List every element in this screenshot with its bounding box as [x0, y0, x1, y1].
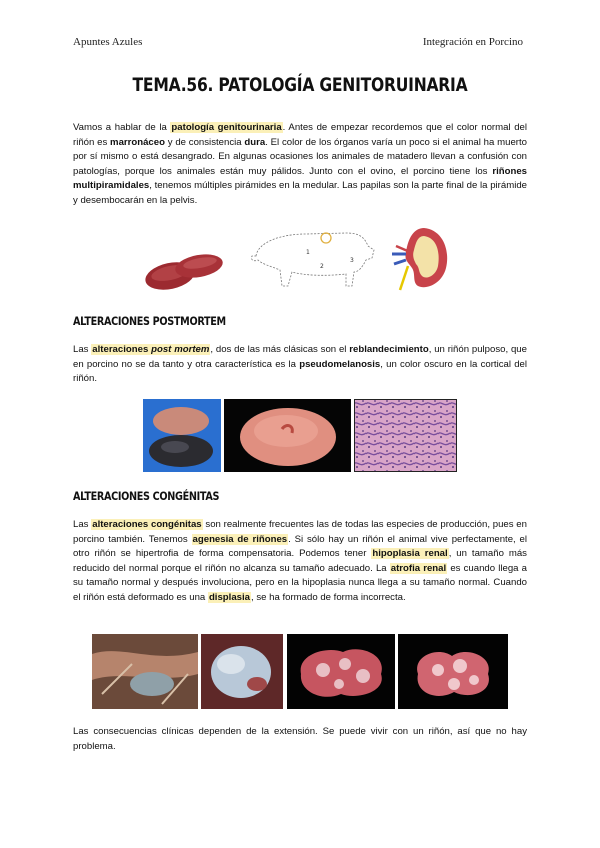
highlight-term: displasia [208, 591, 250, 603]
congenitas-paragraph: Las alteraciones congénitas son realmente frecuentes las de todas las especies de producción, pues en porcino también. Tenemos agenesia de riñones. Si sólo hay un riñón el animal vive perfectamente, el otro riñón se hipertrofia de forma compensatoria. Podemos tener hipoplasia renal, un tamaño más reducido del normal porque el riñón no alcanza su tamaño adecuado. La atrofia renal es cuando llega a su tamaño normal y después involuciona, pero en la hipoplasia nunca llega a su tamaño normal. Cuando el riñón está deformado es una displasia, se ha formado de forma incorrecta. [73, 519, 527, 603]
diagram-number: 1 [306, 249, 310, 256]
kidney-section-illustration [386, 224, 456, 294]
highlight-term: alteraciones post mortem [92, 344, 210, 355]
postmortem-paragraph: Las alteraciones post mortem, dos de las más clásicas son el reblandecimiento, un riñón pulposo, que en porcino no se da tanto y otra característica es la pseudomelanosis, un color oscuro en la cortical del riñón. [73, 344, 527, 385]
highlight-term: patología genitourinaria [171, 122, 282, 133]
displasia-photo-1 [287, 634, 395, 709]
highlight-term: agenesia de riñones [192, 533, 288, 545]
diagram-number: 2 [320, 263, 324, 270]
section-heading-congenitas: ALTERACIONES CONGÉNITAS [73, 489, 220, 503]
displasia-photo-2 [398, 634, 508, 709]
highlight-term: alteraciones congénitas [92, 519, 202, 530]
closing-paragraph: Las consecuencias clínicas dependen de la extensión. Se puede vivir con un riñón, así que no hay problema. [73, 726, 527, 752]
kidneys-photo [140, 247, 226, 297]
highlight-term: atrofia renal [390, 562, 447, 574]
section-heading-postmortem: ALTERACIONES POSTMORTEM [73, 314, 226, 328]
pig-diagram [246, 224, 380, 294]
page-title: TEMA.56. PATOLOGÍA GENITORUINARIA [132, 74, 468, 96]
pseudomelanosis-photo [143, 399, 221, 472]
intro-paragraph: Vamos a hablar de la patología genitourinaria. Antes de empezar recordemos que el color normal del riñón es marronáceo y de consistencia dura. El color de los órganos varía un poco si el animal ha muerto por sí mismo o está desangrado. En algunas ocasiones los animales de matadero llevan a confusión con patologías, porque los animales están muy pálidos. Junto con el ovino, el porcino tiene los riñones multipiramidales, tenemos múltiples pirámides en la medular. Las papilas son la parte final de la pirámide y desembocarán en la pelvis. [73, 122, 527, 206]
histology-photo [354, 399, 457, 472]
soft-kidney-photo [224, 399, 351, 472]
header-left: Apuntes Azules [73, 36, 143, 48]
hipoplasia-photo [201, 634, 283, 709]
agenesia-photo [92, 634, 198, 709]
highlight-term: hipoplasia renal [372, 548, 448, 560]
diagram-number: 3 [350, 257, 354, 264]
header-right: Integración en Porcino [422, 36, 523, 48]
